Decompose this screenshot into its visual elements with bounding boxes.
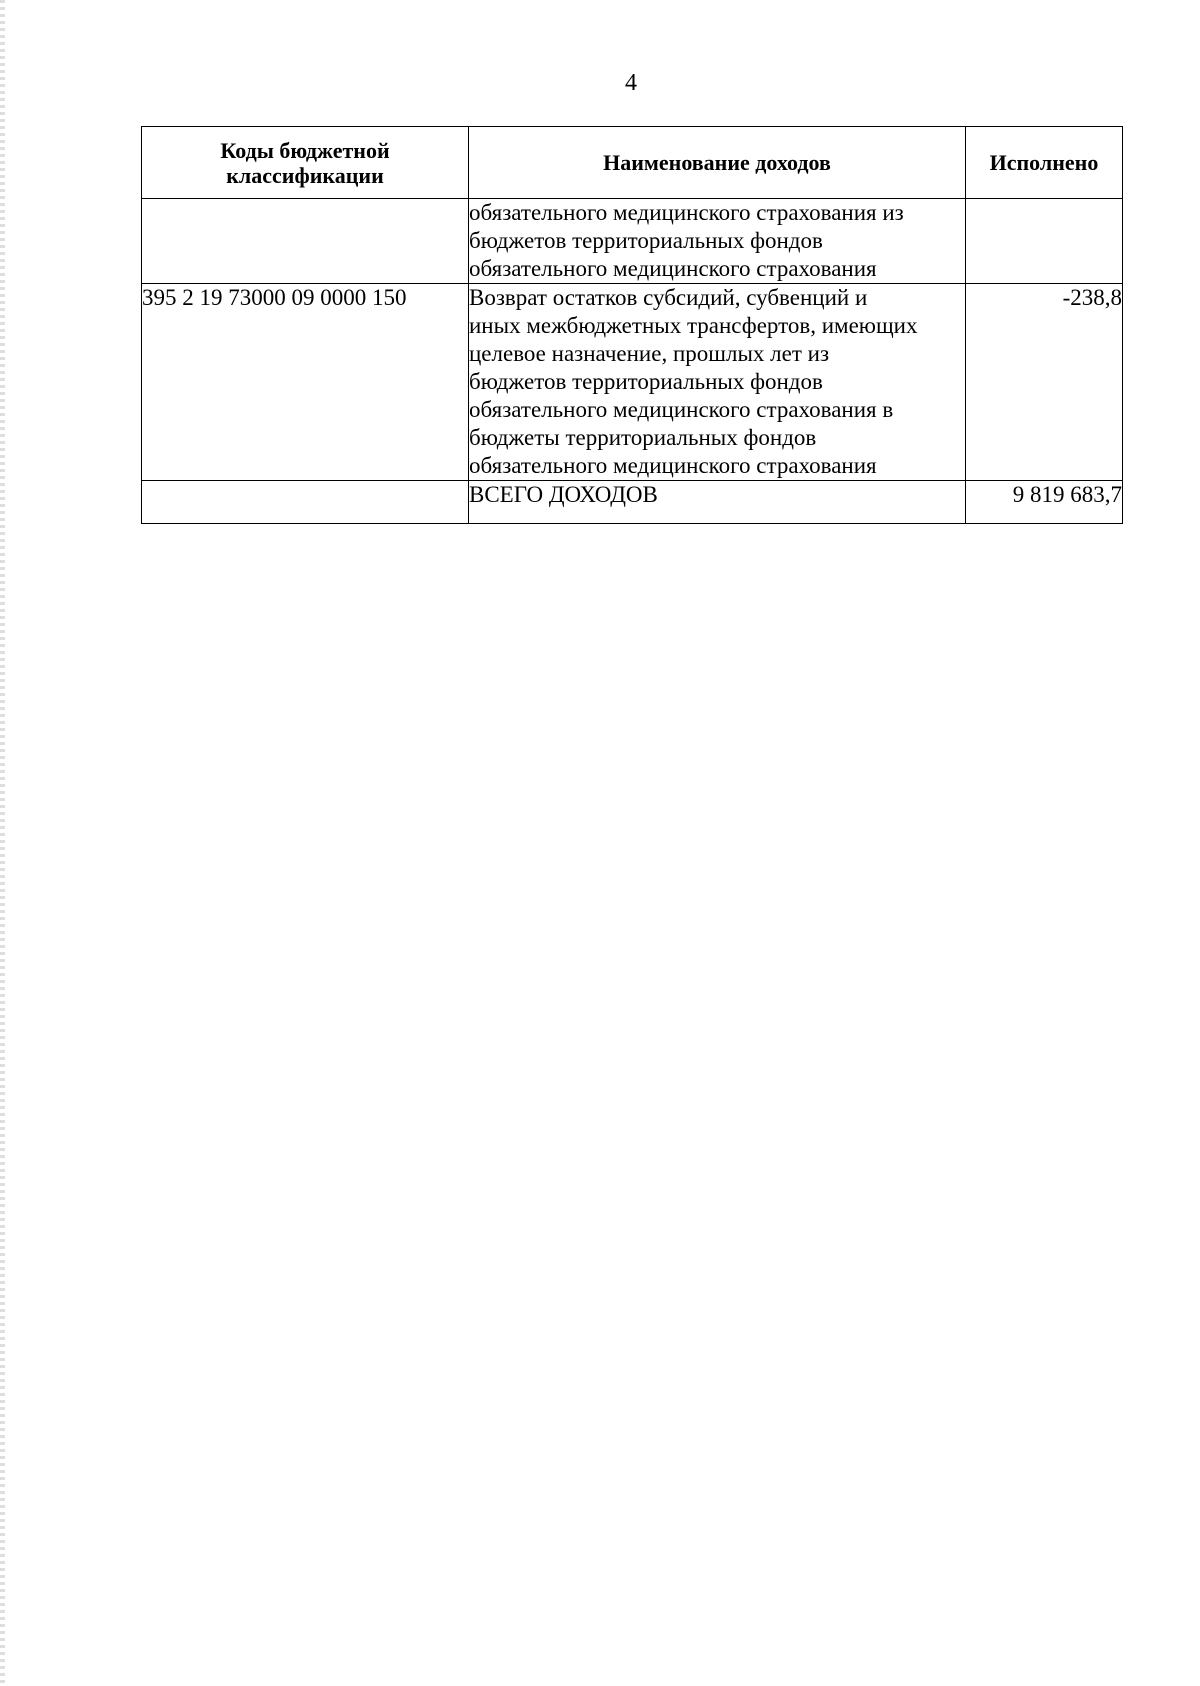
name-line: Возврат остатков субсидий, субвенций и xyxy=(469,285,868,310)
table-row-total xyxy=(142,481,1123,524)
table-header-row xyxy=(142,127,1123,199)
income-table xyxy=(141,126,1123,524)
cell-executed-total: 9 819 683,7 xyxy=(966,481,1123,524)
name-line: бюджетов территориальных фондов xyxy=(469,228,823,253)
name-line: целевое назначение, прошлых лет из xyxy=(469,341,830,366)
table-row xyxy=(142,199,1123,284)
name-line: иных межбюджетных трансфертов, имеющих xyxy=(469,313,918,338)
name-line: обязательного медицинского страхования в xyxy=(469,397,894,422)
cell-code xyxy=(142,199,469,284)
name-line: обязательного медицинского страхования xyxy=(469,453,877,478)
name-line: ВСЕГО ДОХОДОВ xyxy=(469,482,658,507)
cell-executed: -238,8 xyxy=(966,284,1123,481)
cell-executed xyxy=(966,199,1123,284)
cell-code: 395 2 19 73000 09 0000 150 xyxy=(142,284,469,481)
cell-name xyxy=(469,199,966,284)
cell-name xyxy=(469,284,966,481)
header-budget-codes: Коды бюджетной классификации xyxy=(142,127,469,199)
header-income-name: Наименование доходов xyxy=(469,127,966,199)
page-number: 4 xyxy=(625,70,637,96)
header-executed: Исполнено xyxy=(966,127,1123,199)
cell-name xyxy=(469,481,966,524)
cell-code xyxy=(142,481,469,524)
scan-edge xyxy=(0,0,5,1686)
name-line: обязательного медицинского страхования из xyxy=(469,200,904,225)
name-line: бюджетов территориальных фондов xyxy=(469,369,823,394)
name-line: бюджеты территориальных фондов xyxy=(469,425,817,450)
table-row xyxy=(142,284,1123,481)
name-line: обязательного медицинского страхования xyxy=(469,256,877,281)
